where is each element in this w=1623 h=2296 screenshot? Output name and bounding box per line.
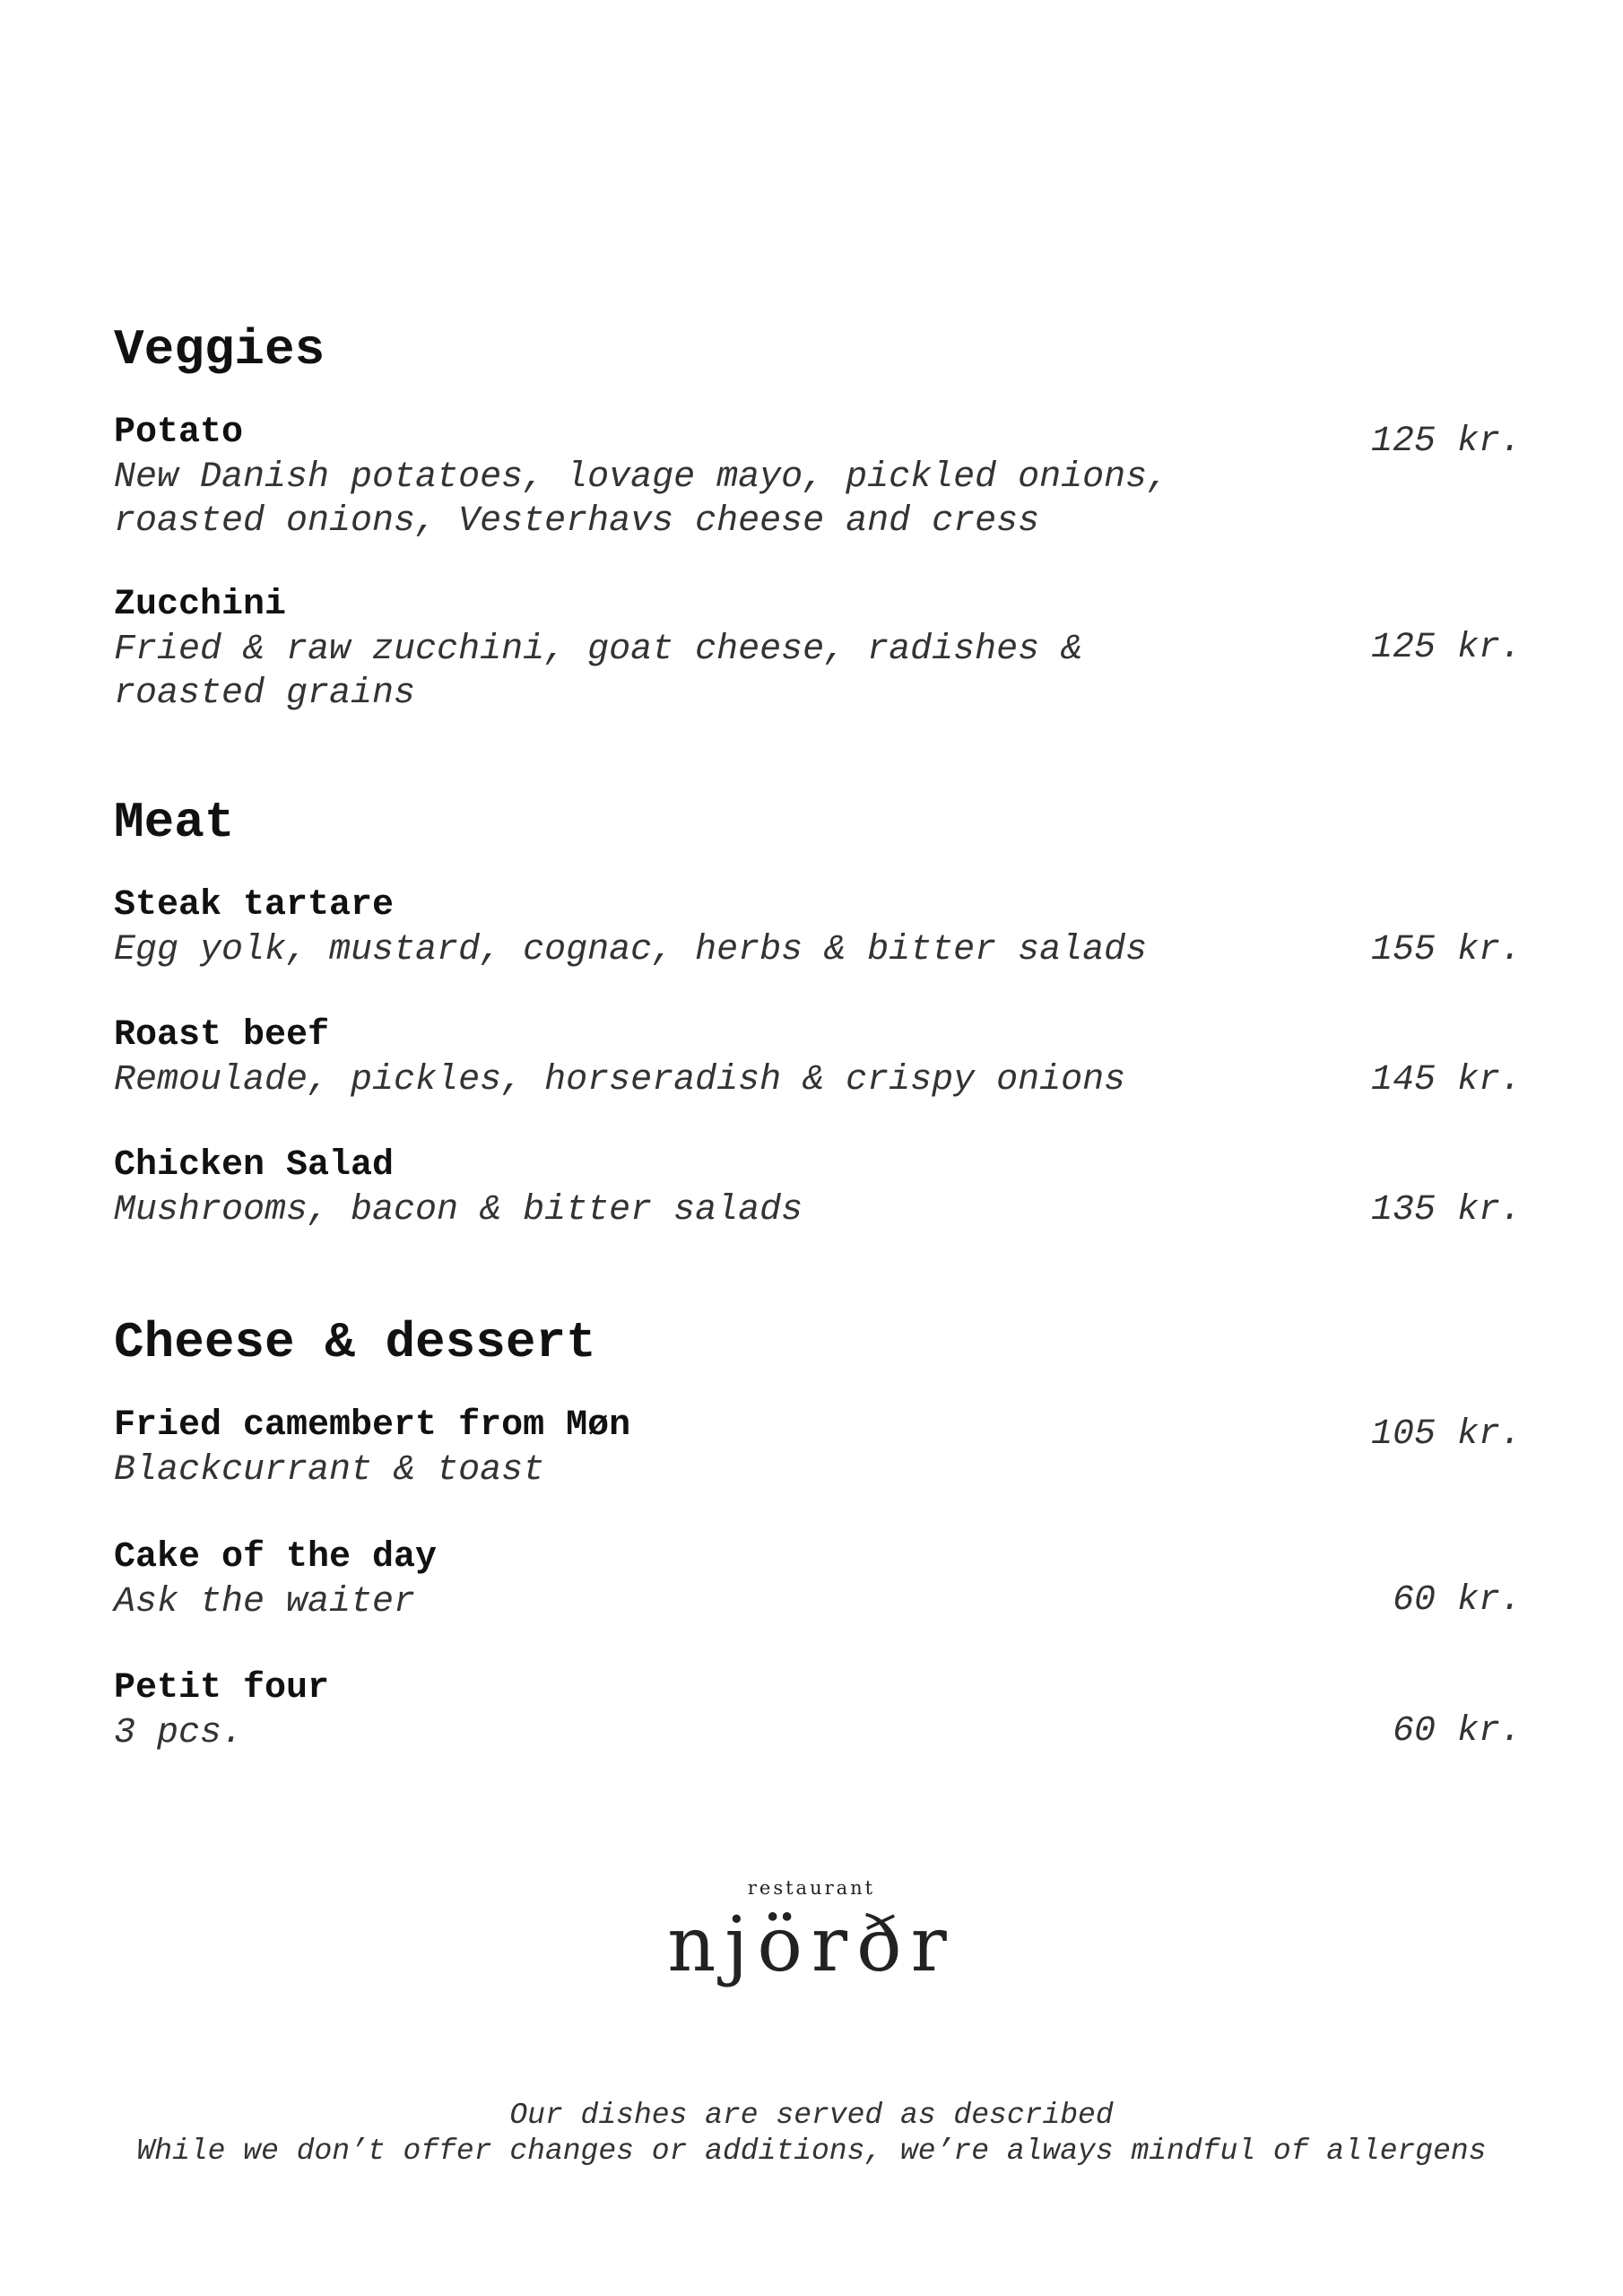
item-name: Potato <box>114 413 244 453</box>
item-name: Zucchini <box>114 585 287 625</box>
item-name: Chicken Salad <box>114 1145 395 1186</box>
item-price: 125 kr. <box>1370 422 1522 462</box>
menu-item-zucchini <box>114 583 1522 716</box>
section-title-veggies: Veggies <box>114 321 325 378</box>
logo-restaurant-label: restaurant <box>747 1877 876 1899</box>
item-price: 145 kr. <box>1370 1060 1522 1100</box>
item-description: Mushrooms, bacon & bitter salads <box>114 1190 803 1231</box>
item-description: Blackcurrant & toast <box>114 1450 545 1491</box>
item-description: Fried & raw zucchini, goat cheese, radishes & roasted grains <box>114 630 1083 714</box>
item-description: Remoulade, pickles, horseradish & crispy onions <box>114 1060 1126 1100</box>
logo-wordmark: njörðr <box>667 1900 956 1988</box>
item-price: 125 kr. <box>1370 628 1522 668</box>
item-price: 135 kr. <box>1370 1190 1522 1231</box>
item-price: 60 kr. <box>1392 1580 1522 1621</box>
item-price: 155 kr. <box>1370 930 1522 970</box>
menu-item-cake-of-the-day <box>114 1535 1522 1624</box>
item-price: 60 kr. <box>1392 1711 1522 1752</box>
restaurant-logo <box>0 1874 1623 1987</box>
item-price: 105 kr. <box>1370 1414 1522 1455</box>
item-description: New Danish potatoes, lovage mayo, pickled onions, roasted onions, Vesterhavs cheese and cress <box>114 457 1169 542</box>
item-description: 3 pcs. <box>114 1713 244 1753</box>
menu-item-roast-beef <box>114 1013 1522 1102</box>
menu-item-chicken-salad <box>114 1144 1522 1232</box>
section-title-meat: Meat <box>114 794 235 851</box>
menu-item-petit-four <box>114 1666 1522 1755</box>
item-description: Egg yolk, mustard, cognac, herbs & bitter salads <box>114 930 1148 970</box>
footer-note-line-2: While we don’t offer changes or additions, we’re always mindful of allergens <box>136 2135 1487 2168</box>
item-name: Roast beef <box>114 1015 330 1056</box>
footer-note-line-1: Our dishes are served as described <box>509 2099 1114 2132</box>
item-name: Steak tartare <box>114 885 395 926</box>
menu-item-steak-tartare <box>114 883 1522 972</box>
item-name: Petit four <box>114 1668 330 1709</box>
item-name: Fried camembert from Møn <box>114 1405 631 1446</box>
item-name: Cake of the day <box>114 1537 438 1578</box>
menu-item-fried-camembert <box>114 1404 1522 1492</box>
item-description: Ask the waiter <box>114 1582 416 1622</box>
menu-item-potato <box>114 411 1522 544</box>
section-title-cheese-dessert: Cheese & dessert <box>114 1314 596 1371</box>
